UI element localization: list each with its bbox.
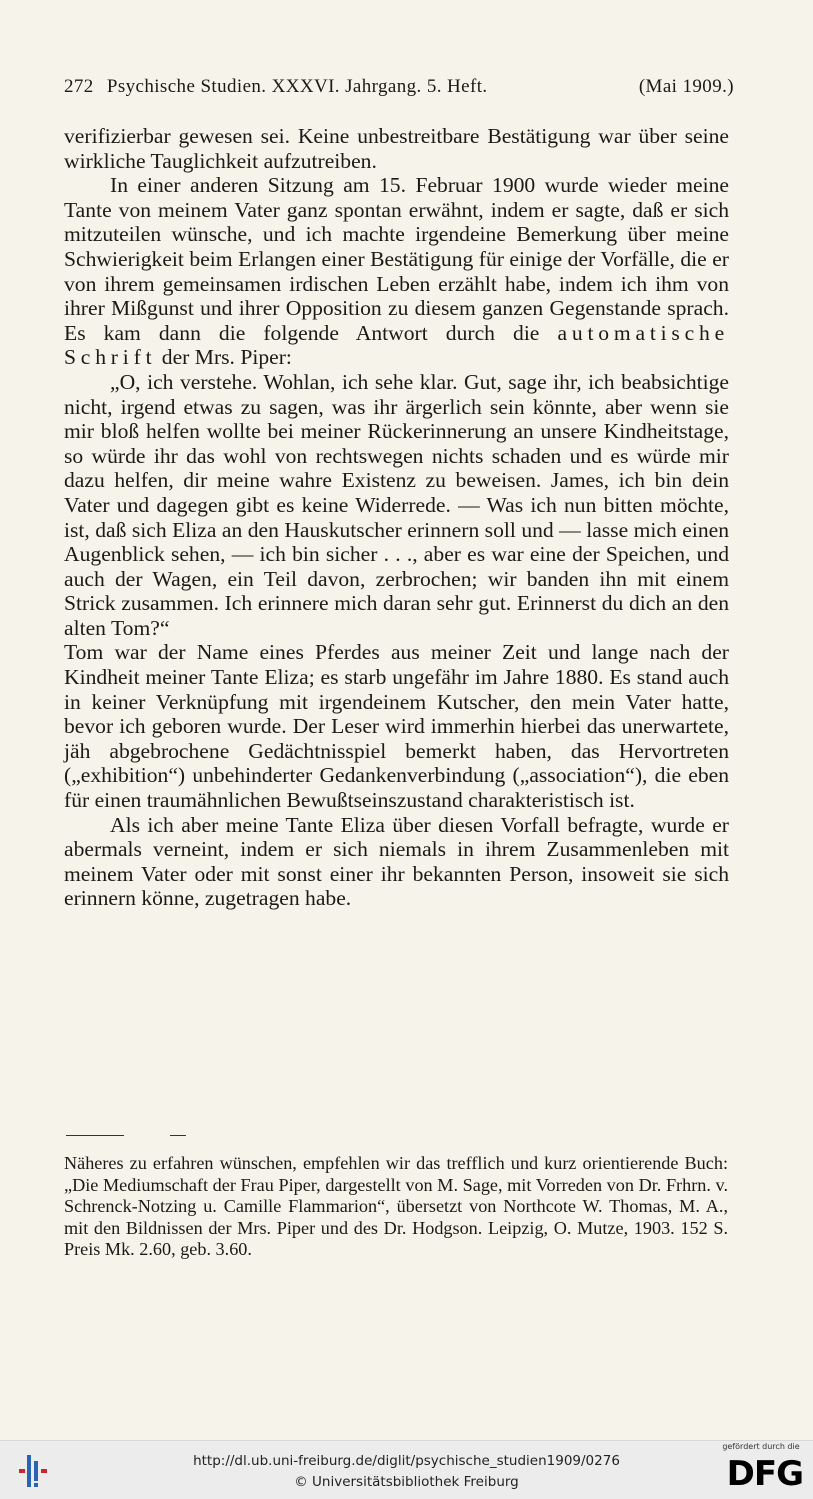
dfg-caption: gefördert durch die bbox=[722, 1442, 800, 1451]
viewer-footer-bar bbox=[0, 1440, 813, 1499]
journal-title: Psychische Studien. XXXVI. Jahrgang. 5. Heft. bbox=[106, 76, 488, 97]
permalink-url[interactable]: http://dl.ub.uni-freiburg.de/diglit/psychische_studien1909/0276 bbox=[193, 1453, 620, 1469]
issue-date: (Mai 1909.) bbox=[638, 76, 734, 97]
paragraph-1: verifizierbar gewesen sei. Keine unbestreitbare Bestätigung war über seine wirkliche Tauglichkeit aufzutreiben. bbox=[64, 124, 729, 173]
footnote-separator bbox=[66, 1135, 226, 1139]
dfg-logo: DFG bbox=[726, 1454, 803, 1494]
paragraph-3-quote: „O, ich verstehe. Wohlan, ich sehe klar. Gut, sage ihr, ich beabsichtige nicht, irgend etwas zu sagen, was ihr ärgerlich sein könnte, aber wenn sie mir bloß helfen wollte bei meiner Rückerinnerung an unsere Kindheitstage, so würde ihr das wohl von rechtswegen nichts schaden und es würde mir dazu helfen, dir meine wahre Existenz zu beweisen. James, ich bin dein Vater und dagegen gibt es keine Widerrede. — Was ich nun bitten möchte, ist, daß sich Eliza an den Hauskutscher erinnern soll und — lasse mich einen Augenblick sehen, — ich bin sicher . . ., aber es war eine der Speichen, und auch der Wagen, ein Teil davon, zerbrochen; wir banden ihn mit einem Strick zusammen. Ich erinnere mich daran sehr gut. Erinnerst du dich an den alten Tom?“ bbox=[64, 369, 729, 640]
copyright-notice: © Universitätsbibliothek Freiburg bbox=[294, 1474, 519, 1490]
page-number: 272 bbox=[64, 76, 94, 97]
body-text bbox=[64, 124, 729, 911]
paragraph-2-text: In einer anderen Sitzung am 15. Februar 1900 wurde wieder meine Tante von meinem Vater ganz spontan erwähnt, indem er sagte, daß er sich mitzuteilen wünsche, und ich machte irgendeine Bemerkung über meine Schwierigkeit beim Erlangen einer Bestätigung für einige der Vorfälle, die er von ihrem gemeinsamen irdischen Leben erzählt habe, indem ich ihm von ihrer Mißgunst und ihrer Opposition zu diesem ganzen Gegenstande sprach. Es kam dann die folgende Antwort durch die bbox=[64, 173, 729, 345]
paragraph-5: Als ich aber meine Tante Eliza über diesen Vorfall befragte, wurde er abermals verneint, indem er sich niemals in ihrem Zusammenleben mit meinem Vater oder mit sonst einer ihr bekannten Person, insoweit sie sich erinnern könne, zugetragen habe. bbox=[64, 812, 729, 911]
footnote: Näheres zu erfahren wünschen, empfehlen wir das trefflich und kurz orientierende Buch: „Die Mediumschaft der Frau Piper, dargestellt von M. Sage, mit Vorreden von Dr. Frhrn. v. Schrenck-Notzing u. Camille Flammarion“, übersetzt von Northcote W. Thomas, M. A., mit den Bildnissen der Mrs. Piper und des Dr. Hodgson. Leipzig, O. Mutze, 1903. 152 S. Preis Mk. 2.60, geb. 3.60. bbox=[64, 1153, 728, 1260]
spaced-emphasis: automatische Schrift bbox=[64, 320, 729, 370]
separator-line bbox=[66, 1135, 124, 1136]
paragraph-2-tail: der Mrs. Piper: bbox=[156, 345, 292, 370]
running-header bbox=[64, 76, 734, 98]
paragraph-4: Tom war der Name eines Pferdes aus meiner Zeit und lange nach der Kindheit meiner Tante Eliza; es starb ungefähr im Jahre 1880. Es stand auch in keiner Verknüpfung mit irgendeinem Kutscher, den mein Vater hatte, bevor ich geboren wurde. Der Leser wird immerhin hierbei das unerwartete, jäh abgebrochene Gedächtnisspiel bemerkt haben, das Hervortreten („exhibition“) unbehinderter Gedankenverbindung („association“), die eben für einen traumähnlichen Bewußtseinszustand charakteristisch ist. bbox=[64, 640, 729, 813]
paragraph-2 bbox=[64, 173, 729, 370]
separator-dash bbox=[170, 1135, 186, 1136]
